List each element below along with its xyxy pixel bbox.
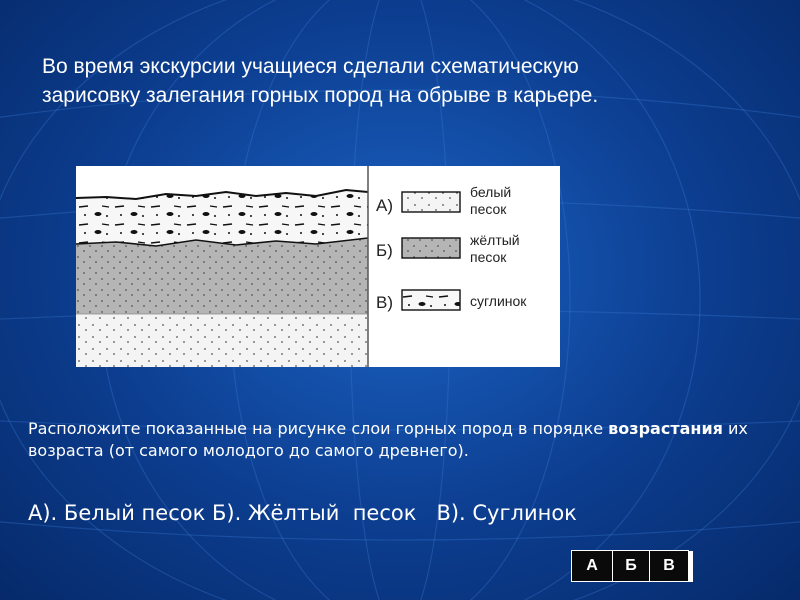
slide-title — [42, 52, 762, 110]
answer-table-edge — [689, 551, 694, 582]
answer-header-b[interactable]: Б — [613, 551, 650, 582]
legend — [376, 184, 527, 312]
task-part-2: их возраста (от самого молодого до самого древнего). — [28, 419, 748, 460]
legend-label-b-1: жёлтый — [470, 232, 520, 248]
answer-table — [571, 550, 693, 582]
legend-swatch-yellow-sand — [402, 238, 460, 258]
answer-header-row — [572, 551, 694, 582]
task-text — [28, 418, 748, 462]
legend-label-v-1: суглинок — [470, 293, 527, 309]
title-line-2: зарисовку залегания горных пород на обрыве в карьере. — [42, 84, 599, 107]
cross-section — [76, 166, 368, 367]
answer-header-v[interactable]: В — [650, 551, 689, 582]
answer-options: А). Белый песок Б). Жёлтый песок В). Суглинок — [28, 501, 577, 525]
legend-swatch-loam — [402, 290, 460, 310]
legend-label-a-2: песок — [470, 201, 507, 217]
task-bold-word: возрастания — [608, 419, 723, 438]
legend-label-b-2: песок — [470, 249, 507, 265]
layer-white-sand — [76, 314, 368, 367]
layer-yellow-sand — [76, 238, 368, 314]
answer-header-a[interactable]: А — [572, 551, 613, 582]
legend-letter-b: Б) — [376, 241, 393, 260]
legend-letter-a: А) — [376, 196, 393, 215]
title-line-1: Во время экскурсии учащиеся сделали схематическую — [42, 55, 579, 78]
legend-swatch-white-sand — [402, 192, 460, 212]
legend-label-a-1: белый — [470, 184, 512, 200]
rock-layers-drawing — [76, 166, 560, 367]
task-part-1: Расположите показанные на рисунке слои горных пород в порядке — [28, 419, 609, 438]
rock-layers-figure — [76, 166, 560, 367]
legend-letter-v: В) — [376, 293, 393, 312]
